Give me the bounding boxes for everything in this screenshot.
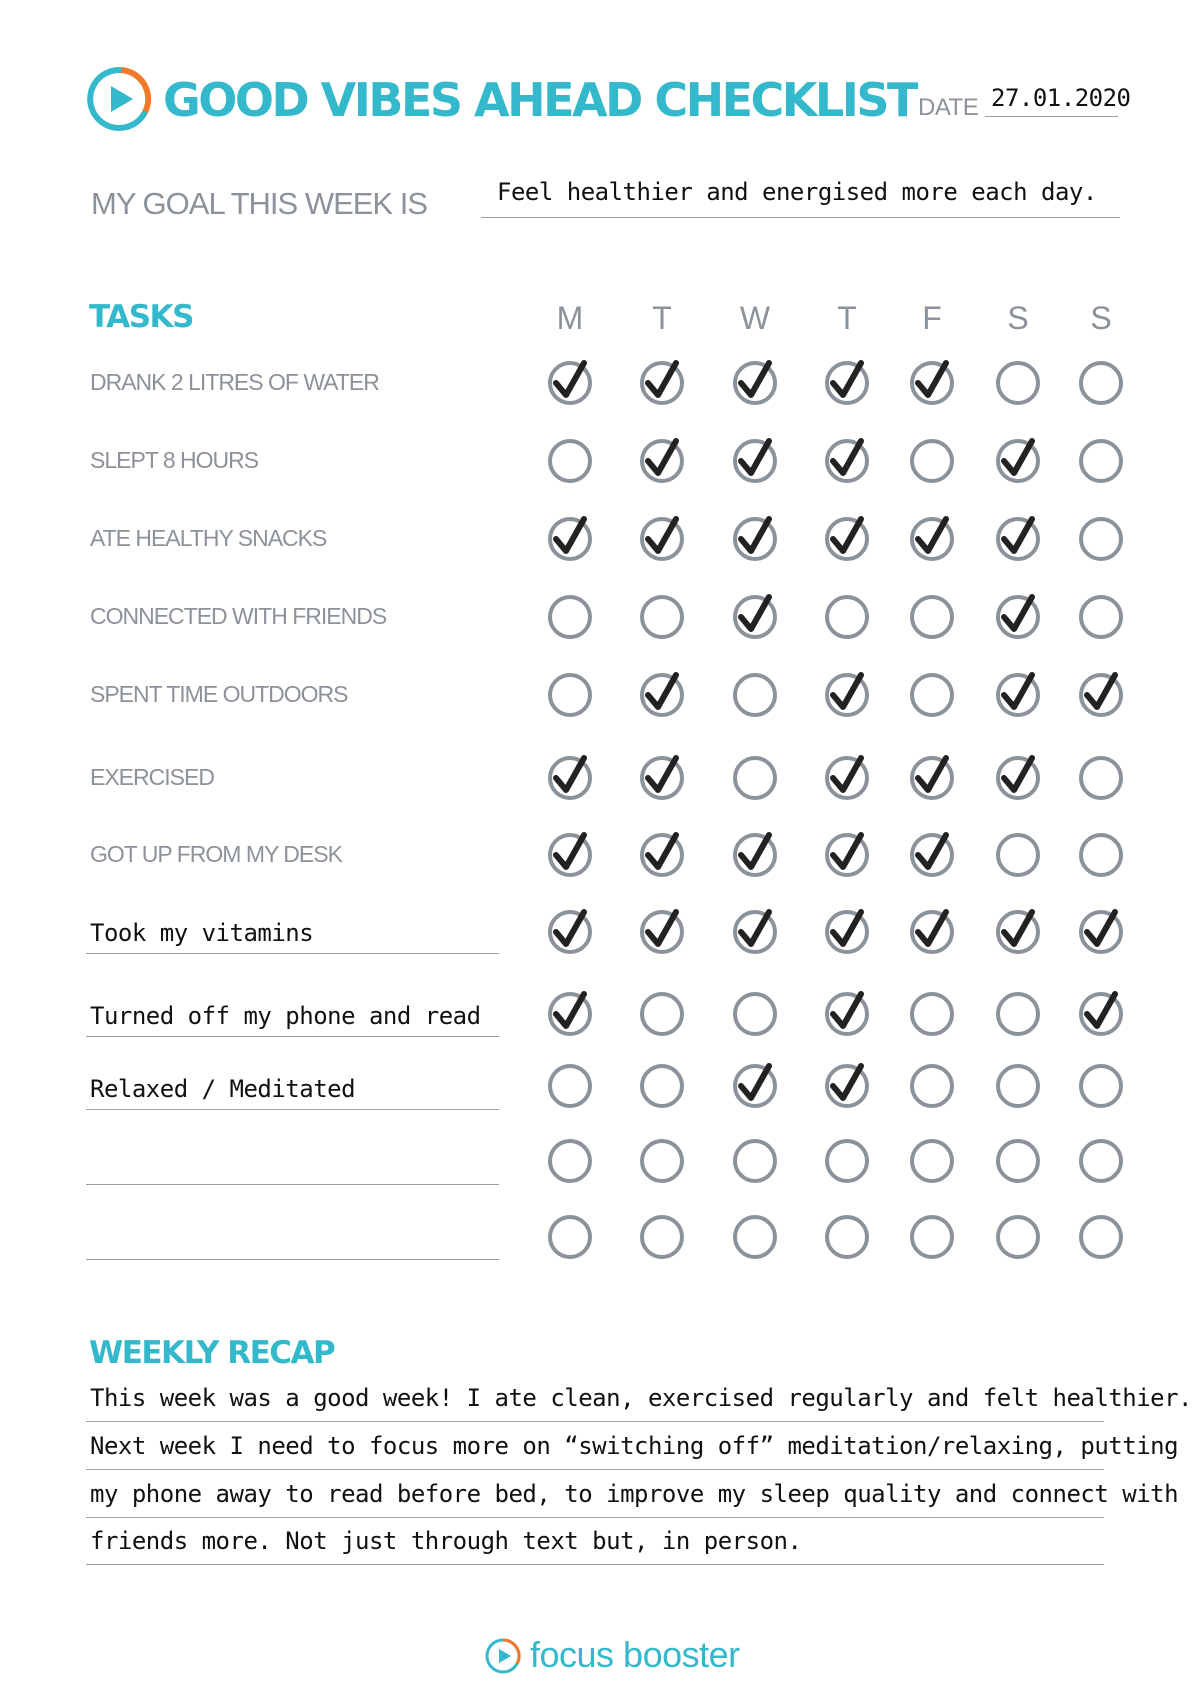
task-label: Took my vitamins [90,919,314,947]
checkmark-icon[interactable] [823,515,871,563]
empty-circle-icon[interactable] [731,990,779,1038]
goal-label: MY GOAL THIS WEEK IS [91,186,428,221]
checkmark-icon[interactable] [823,990,871,1038]
empty-circle-icon[interactable] [731,671,779,719]
checkmark-icon[interactable] [731,515,779,563]
tasks-heading: TASKS [89,299,193,335]
empty-circle-icon[interactable] [994,359,1042,407]
checkmark-icon[interactable] [823,754,871,802]
checkmark-icon[interactable] [994,593,1042,641]
empty-circle-icon[interactable] [638,1062,686,1110]
checkmark-icon[interactable] [546,515,594,563]
empty-circle-icon[interactable] [546,1213,594,1261]
empty-circle-icon[interactable] [908,1137,956,1185]
checkmark-icon[interactable] [823,359,871,407]
checkmark-icon[interactable] [638,515,686,563]
day-header: W [739,300,771,336]
empty-circle-icon[interactable] [1077,437,1125,485]
date-label: DATE [918,94,979,121]
day-header: M [556,300,584,336]
empty-circle-icon[interactable] [908,437,956,485]
task-label: CONNECTED WITH FRIENDS [90,603,387,629]
day-header: S [1007,300,1029,336]
recap-line[interactable]: my phone away to read before bed, to improve my sleep quality and connect with [86,1472,1104,1518]
empty-circle-icon[interactable] [731,754,779,802]
day-header: T [837,300,857,336]
checkmark-icon[interactable] [1077,990,1125,1038]
recap-line[interactable]: friends more. Not just through text but, in person. [86,1519,1104,1565]
empty-circle-icon[interactable] [1077,593,1125,641]
day-header: F [922,300,942,336]
recap-line[interactable]: This week was a good week! I ate clean, exercised regularly and felt healthier. [86,1376,1104,1422]
checkmark-icon[interactable] [638,831,686,879]
empty-circle-icon[interactable] [638,1137,686,1185]
empty-circle-icon[interactable] [1077,754,1125,802]
empty-circle-icon[interactable] [1077,831,1125,879]
date-field[interactable]: 27.01.2020 [985,84,1118,117]
checkmark-icon[interactable] [1077,671,1125,719]
task-label: Relaxed / Meditated [90,1075,356,1103]
checkmark-icon[interactable] [731,593,779,641]
empty-circle-icon[interactable] [546,671,594,719]
checkmark-icon[interactable] [908,515,956,563]
goal-field[interactable]: Feel healthier and energised more each day. [481,178,1120,218]
recap-line[interactable]: Next week I need to focus more on “switching off” meditation/relaxing, putting [86,1424,1104,1470]
checkmark-icon[interactable] [638,908,686,956]
checkmark-icon[interactable] [546,831,594,879]
play-circle-icon [484,1637,522,1675]
checkmark-icon[interactable] [731,1062,779,1110]
checkmark-icon[interactable] [638,437,686,485]
checkmark-icon[interactable] [994,671,1042,719]
empty-circle-icon[interactable] [731,1213,779,1261]
empty-circle-icon[interactable] [638,593,686,641]
task-label: GOT UP FROM MY DESK [90,841,342,867]
empty-circle-icon[interactable] [908,1062,956,1110]
empty-circle-icon[interactable] [823,593,871,641]
checkmark-icon[interactable] [823,908,871,956]
empty-circle-icon[interactable] [908,593,956,641]
empty-circle-icon[interactable] [994,831,1042,879]
task-input-line[interactable] [86,1259,499,1260]
checkmark-icon[interactable] [908,908,956,956]
task-label: DRANK 2 LITRES OF WATER [90,369,379,395]
task-input-line[interactable] [86,1036,499,1037]
footer-brand: focus booster [530,1634,740,1675]
task-label: Turned off my phone and read [90,1002,481,1030]
checkmark-icon[interactable] [823,831,871,879]
checkmark-icon[interactable] [546,754,594,802]
task-label: SPENT TIME OUTDOORS [90,681,348,707]
empty-circle-icon[interactable] [994,990,1042,1038]
empty-circle-icon[interactable] [546,1062,594,1110]
page-title: GOOD VIBES AHEAD CHECKLIST [163,73,916,127]
empty-circle-icon[interactable] [908,990,956,1038]
checkmark-icon[interactable] [908,831,956,879]
recap-heading: WEEKLY RECAP [89,1335,335,1371]
checkmark-icon[interactable] [994,437,1042,485]
task-input-line[interactable] [86,1109,499,1110]
task-input-line[interactable] [86,1184,499,1185]
empty-circle-icon[interactable] [638,1213,686,1261]
empty-circle-icon[interactable] [994,1213,1042,1261]
checkmark-icon[interactable] [731,908,779,956]
empty-circle-icon[interactable] [1077,1062,1125,1110]
checkmark-icon[interactable] [638,671,686,719]
checkmark-icon[interactable] [823,437,871,485]
day-header: S [1090,300,1112,336]
checkmark-icon[interactable] [546,908,594,956]
empty-circle-icon[interactable] [638,990,686,1038]
checkmark-icon[interactable] [823,671,871,719]
task-input-line[interactable] [86,953,499,954]
empty-circle-icon[interactable] [731,1137,779,1185]
empty-circle-icon[interactable] [1077,515,1125,563]
day-header: T [652,300,672,336]
empty-circle-icon[interactable] [1077,1137,1125,1185]
checkmark-icon[interactable] [908,754,956,802]
empty-circle-icon[interactable] [1077,359,1125,407]
checkmark-icon[interactable] [731,359,779,407]
checkmark-icon[interactable] [908,359,956,407]
empty-circle-icon[interactable] [546,437,594,485]
task-label: SLEPT 8 HOURS [90,447,259,473]
empty-circle-icon[interactable] [546,1137,594,1185]
empty-circle-icon[interactable] [908,671,956,719]
checkmark-icon[interactable] [638,359,686,407]
checkmark-icon[interactable] [638,754,686,802]
checkmark-icon[interactable] [994,908,1042,956]
checkmark-icon[interactable] [731,831,779,879]
play-circle-icon [86,66,152,132]
checkmark-icon[interactable] [546,359,594,407]
empty-circle-icon[interactable] [823,1213,871,1261]
checkmark-icon[interactable] [823,1062,871,1110]
checkmark-icon[interactable] [546,990,594,1038]
empty-circle-icon[interactable] [908,1213,956,1261]
empty-circle-icon[interactable] [1077,1213,1125,1261]
task-label: ATE HEALTHY SNACKS [90,525,327,551]
empty-circle-icon[interactable] [546,593,594,641]
task-label: EXERCISED [90,764,214,790]
empty-circle-icon[interactable] [994,1062,1042,1110]
empty-circle-icon[interactable] [823,1137,871,1185]
checkmark-icon[interactable] [994,754,1042,802]
checkmark-icon[interactable] [994,515,1042,563]
checkmark-icon[interactable] [1077,908,1125,956]
checkmark-icon[interactable] [731,437,779,485]
empty-circle-icon[interactable] [994,1137,1042,1185]
